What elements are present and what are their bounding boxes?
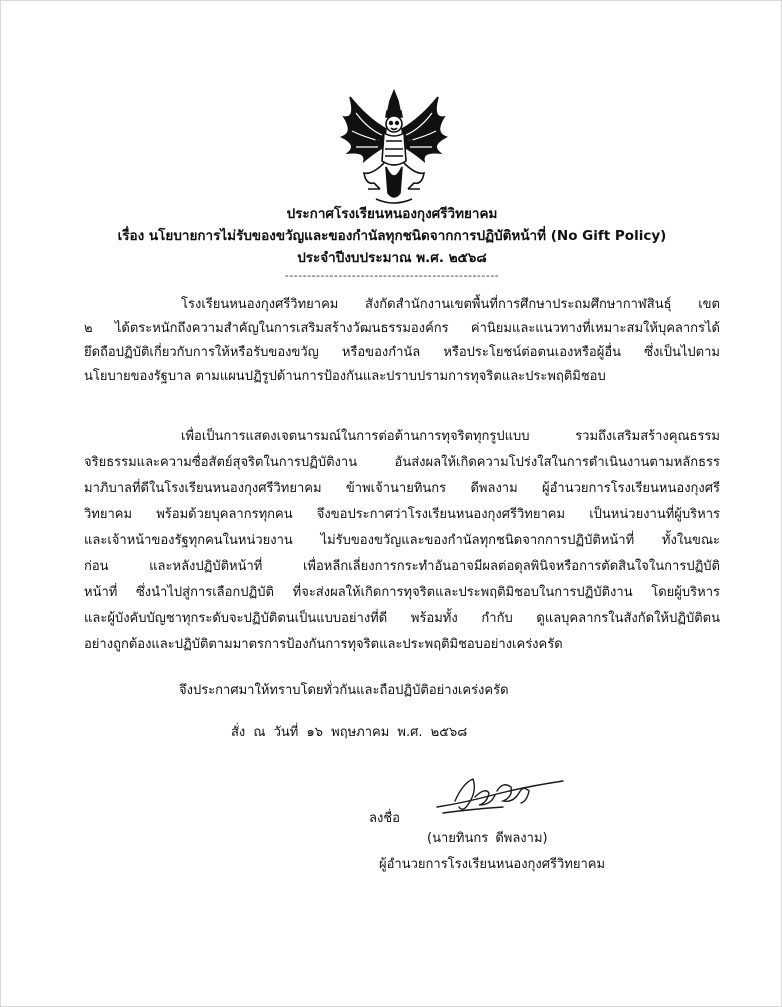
paragraph-2-line: และเจ้าหน้าของรัฐทุกคนในหน่วยงาน ไม่รับของขวัญและของกำนัลทุกชนิดจากการปฏิบัติหน้าที่ ทั้งในขณะ: [84, 533, 720, 548]
announcement-subject: เรื่อง นโยบายการไม่รับของขวัญและของกำนัลทุกชนิดจากการปฏิบัติหน้าที่ (No Gift Policy): [117, 228, 667, 244]
signer-position: ผู้อำนวยการโรงเรียนหนองกุงศรีวิทยาคม: [379, 857, 606, 872]
paragraph-2-line: จริยธรรมและความซื่อสัตย์สุจริตในการปฏิบัติงาน อันส่งผลให้เกิดความโปร่งใสในการดำเนินงานตามหลักธรร: [84, 455, 720, 470]
paragraph-2-line: อย่างถูกต้องและปฏิบัติตามมาตรการป้องกันการทุจริตและประพฤติมิชอบอย่างเคร่งครัด: [84, 637, 563, 652]
paragraph-2-line: เพื่อเป็นการแสดงเจตนารมณ์ในการต่อต้านการทุจริตทุกรูปแบบ รวมถึงเสริมสร้างคุณธรรม: [181, 429, 720, 444]
announcement-title: ประกาศโรงเรียนหนองกุงศรีวิทยาคม: [286, 206, 498, 222]
paragraph-1-line: นโยบายของรัฐบาล ตามแผนปฏิรูปด้านการป้องกันและปราบปรามการทุจริตและประพฤติมิชอบ: [84, 369, 606, 384]
garuda-emblem-icon: [338, 89, 450, 207]
divider: ------------------------------------------------: [284, 269, 500, 282]
paragraph-2-line: มาภิบาลที่ดีในโรงเรียนหนองกุงศรีวิทยาคม ข้าพเจ้านายทินกร ดีพลงาม ผู้อำนวยการโรงเรียนหนองกุงศรี: [84, 481, 720, 496]
paragraph-1-line: ๒ ได้ตระหนักถึงความสำคัญในการเสริมสร้างวัฒนธรรมองค์กร ค่านิยมและแนวทางที่เหมาะสมให้บุคลากรได้: [84, 321, 720, 336]
announcement-date: สั่ง ณ วันที่ ๑๖ พฤษภาคม พ.ศ. ๒๕๖๘: [231, 725, 468, 740]
announcement-closing: จึงประกาศมาให้ทราบโดยทั่วกันและถือปฏิบัติอย่างเคร่งครัด: [179, 683, 509, 698]
paragraph-2-line: ก่อน และหลังปฏิบัติหน้าที่ เพื่อหลีกเลี่ยงการกระทำอันอาจมีผลต่อดุลพินิจหรือการตัดสินใจในการปฏิบัติ: [84, 559, 720, 574]
paragraph-1-line: โรงเรียนหนองกุงศรีวิทยาคม สังกัดสำนักงานเขตพื้นที่การศึกษาประถมศึกษากาฬสินธุ์ เขต: [181, 297, 720, 312]
paragraph-2-line: หน้าที่ ซึ่งนำไปสู่การเลือกปฏิบัติ ที่จะส่งผลให้เกิดการทุจริตและประพฤติมิชอบในการปฏิบัติงาน โดยผู้บริหาร: [84, 585, 720, 600]
signer-name: (นายทินกร ดีพลงาม): [427, 831, 548, 846]
handwritten-signature: [433, 773, 573, 821]
paragraph-2-line: วิทยาคม พร้อมด้วยบุคลากรทุกคน จึงขอประกาศว่าโรงเรียนหนองกุงศรีวิทยาคม เป็นหน่วยงานที่ผู้บริหาร: [84, 507, 720, 522]
paragraph-2-line: และผู้บังคับบัญชาทุกระดับจะปฏิบัติตนเป็นแบบอย่างที่ดี พร้อมทั้ง กำกับ ดูแลบุคลากรในสังกัดให้ปฏิบัติตน: [84, 611, 720, 626]
fiscal-year: ประจำปีงบประมาณ พ.ศ. ๒๕๖๘: [297, 250, 487, 266]
paragraph-1-line: ยึดถือปฏิบัติเกี่ยวกับการให้หรือรับของขวัญ หรือของกำนัล หรือประโยชน์ต่อตนเองหรือผู้อื่น ซึ่งเป็นไปตาม: [84, 345, 720, 360]
sign-label: ลงชื่อ: [369, 811, 400, 826]
